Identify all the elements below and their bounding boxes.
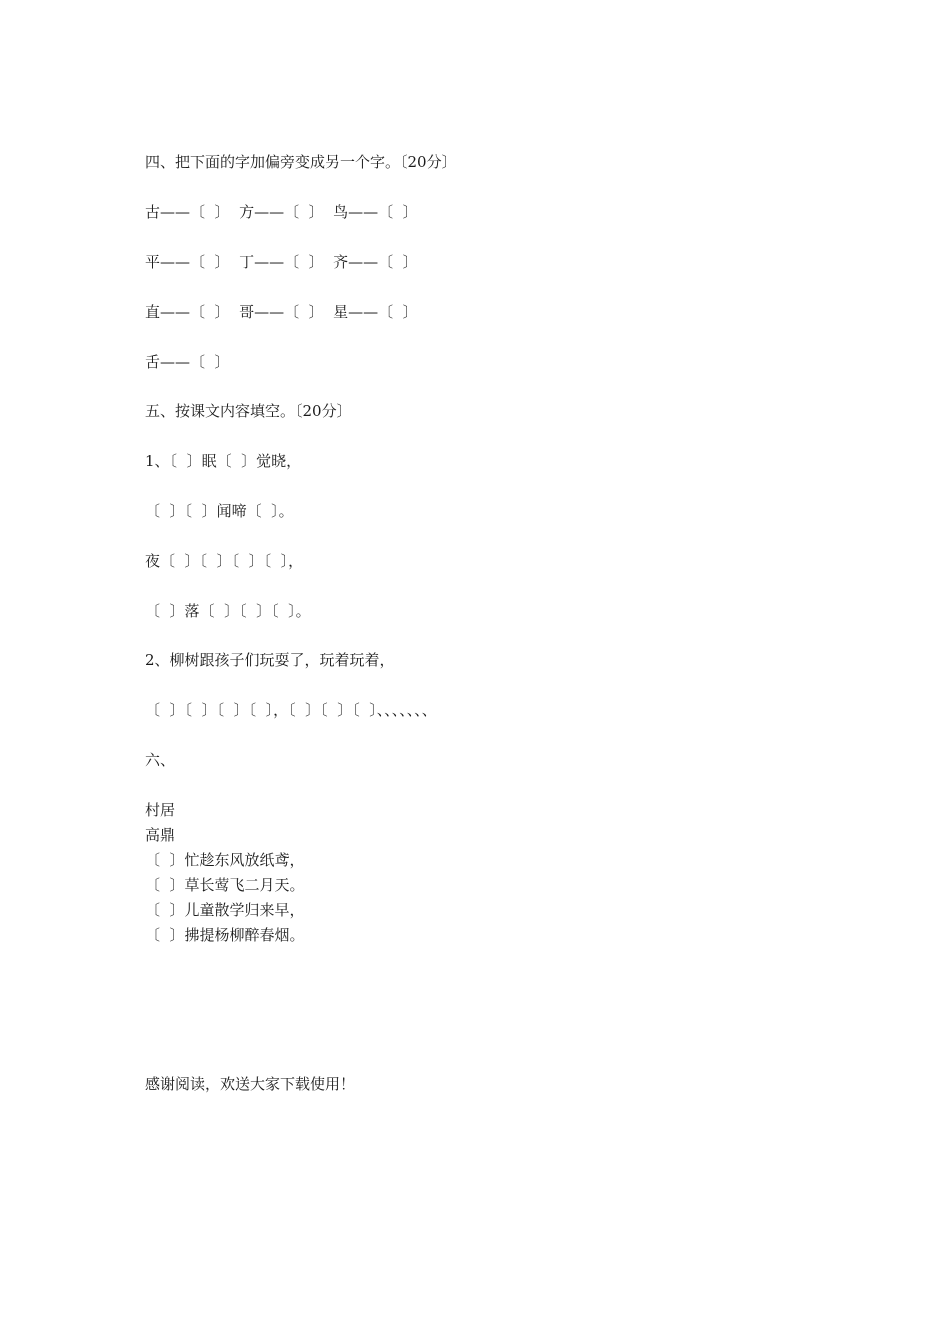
poem-line-1: 〔 〕忙趁东风放纸鸢， xyxy=(145,851,305,869)
section-6-heading: 六、 xyxy=(145,751,176,769)
section-5-q2-line-2: 〔 〕〔 〕〔 〕〔 〕，〔 〕〔 〕〔 〕、、、、、、、 xyxy=(145,701,437,719)
section-5-q1-line-1: 1、〔 〕眠〔 〕觉晓， xyxy=(145,452,302,470)
section-5-q2-line-1: 2、柳树跟孩子们玩耍了，玩着玩着， xyxy=(145,651,395,669)
section-5-q1-line-3: 夜〔 〕〔 〕〔 〕〔 〕， xyxy=(145,552,304,570)
section-4-heading: 四、把下面的字加偏旁变成另一个字。〔20分〕 xyxy=(145,153,457,171)
section-5-q1-line-4: 〔 〕落〔 〕〔 〕〔 〕。 xyxy=(145,602,311,620)
poem-author: 高鼎 xyxy=(145,826,176,844)
poem-line-4: 〔 〕拂提杨柳醉春烟。 xyxy=(145,926,305,944)
thanks-note: 感谢阅读，欢送大家下载使用！ xyxy=(145,1075,356,1093)
poem-line-3: 〔 〕儿童散学归来早， xyxy=(145,901,305,919)
section-4-row-2: 平——〔 〕 丁——〔 〕 齐——〔 〕 xyxy=(145,253,418,271)
poem-line-2: 〔 〕草长莺飞二月天。 xyxy=(145,876,305,894)
section-4-row-4: 舌——〔 〕 xyxy=(145,353,230,371)
section-4-row-1: 古——〔 〕 方——〔 〕 鸟——〔 〕 xyxy=(145,203,418,221)
section-5-q1-line-2: 〔 〕〔 〕闻啼〔 〕。 xyxy=(145,502,294,520)
poem-title: 村居 xyxy=(145,801,176,819)
section-5-heading: 五、按课文内容填空。〔20分〕 xyxy=(145,402,352,420)
section-4-row-3: 直——〔 〕 哥——〔 〕 星——〔 〕 xyxy=(145,303,418,321)
